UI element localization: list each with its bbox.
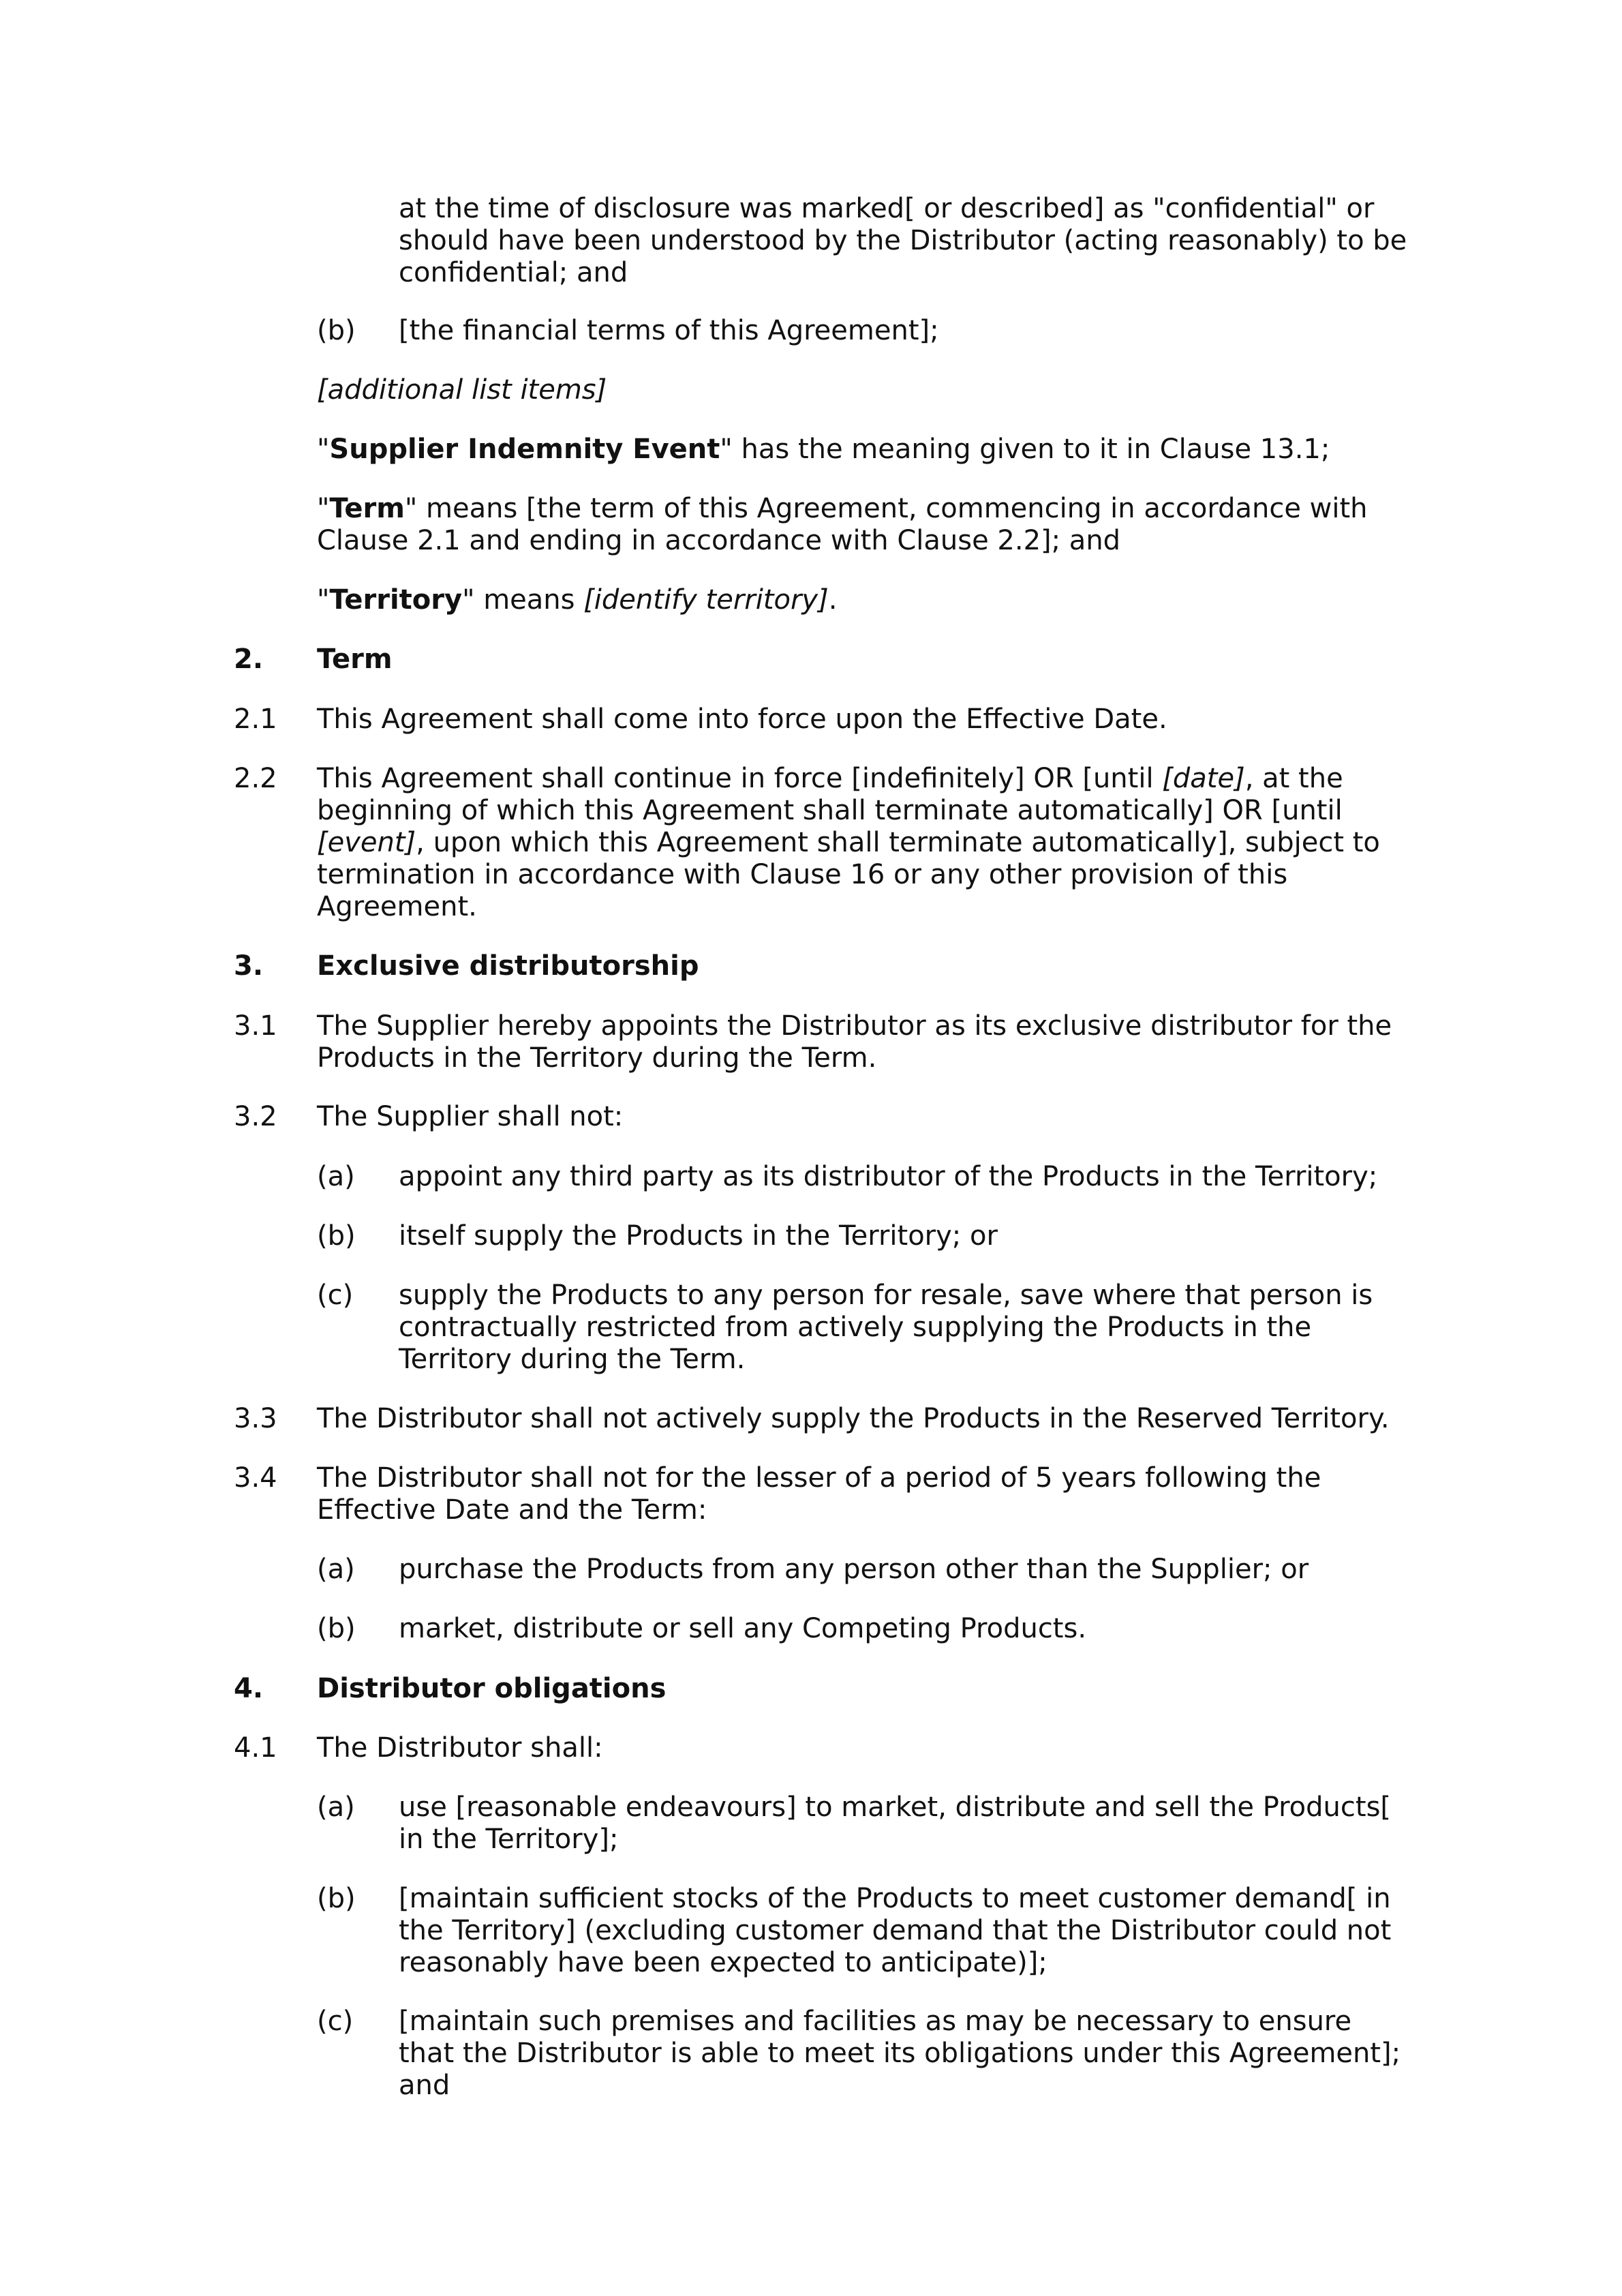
clause-2-1-text: This Agreement shall come into force upon the Effective Date.: [317, 704, 1167, 735]
definition-supplier-indemnity-event: [317, 434, 1414, 466]
list-item-text: use [reasonable endeavours] to market, distribute and sell the Products[ in the Territory];: [399, 1792, 1392, 1855]
clause-number: 3.4: [234, 1462, 277, 1494]
list-item-label: (b): [317, 1613, 356, 1644]
placeholder-text: [event]: [317, 827, 416, 858]
clause-text: This Agreement shall continue in force [indefinitely] OR [until: [317, 763, 1163, 794]
placeholder-text: [date]: [1162, 763, 1245, 794]
list-item-text: [maintain sufficient stocks of the Products to meet customer demand[ in the Territory] (excluding customer demand that the Distributor could not reasonably have been expected to anticipate)];: [399, 1883, 1392, 1978]
list-item-label: (b): [317, 1220, 356, 1252]
clause-3-4-text: The Distributor shall not for the lesser of a period of 5 years following the Effective Date and the Term:: [317, 1462, 1321, 1526]
list-item-text: market, distribute or sell any Competing Products.: [399, 1613, 1087, 1644]
clause-number: 2.2: [234, 763, 277, 794]
clause-number: 3.1: [234, 1010, 277, 1042]
additional-list-items-placeholder: [additional list items]: [317, 374, 607, 406]
clause-3-2-text: The Supplier shall not:: [317, 1101, 624, 1132]
list-item-text: [the financial terms of this Agreement];: [399, 315, 939, 346]
definition-text: " has the meaning given to it in Clause 13.1;: [720, 434, 1330, 465]
section-heading-exclusive-distributorship: Exclusive distributorship: [317, 950, 699, 982]
list-item-text: [maintain such premises and facilities as may be necessary to ensure that the Distributor is able to meet its obligations under this Agreement]; and: [399, 2006, 1401, 2101]
clause-2-2-text: [317, 763, 1414, 923]
quote-mark: ": [317, 584, 330, 616]
list-item-label: (a): [317, 1554, 355, 1585]
clause-4-1-text: The Distributor shall:: [317, 1732, 603, 1764]
quote-mark: ": [317, 493, 330, 524]
definition-text: .: [828, 584, 838, 616]
section-number: 2.: [234, 644, 264, 675]
section-number: 4.: [234, 1673, 264, 1704]
definition-territory: [317, 584, 1414, 616]
list-item-label: (c): [317, 2006, 354, 2037]
placeholder-text: [identify territory]: [583, 584, 829, 616]
list-item-text: purchase the Products from any person other than the Supplier; or: [399, 1554, 1309, 1585]
clause-text: , upon which this Agreement shall terminate automatically], subject to termination in accordance with Clause 16 or any other provision of this Agreement.: [317, 827, 1380, 922]
defined-term: Territory: [329, 584, 463, 616]
list-item-label: (b): [317, 1883, 356, 1914]
section-number: 3.: [234, 950, 264, 982]
section-heading-term: Term: [317, 644, 393, 675]
section-heading-distributor-obligations: Distributor obligations: [317, 1673, 667, 1704]
clause-3-1-text: The Supplier hereby appoints the Distributor as its exclusive distributor for the Products in the Territory during the Term.: [317, 1010, 1392, 1074]
list-item-text: itself supply the Products in the Territory; or: [399, 1220, 998, 1252]
list-item-label: (b): [317, 315, 356, 346]
list-item-label: (c): [317, 1280, 354, 1311]
clause-3-3-text: The Distributor shall not actively supply the Products in the Reserved Territory.: [317, 1403, 1390, 1434]
definition-text: " means [the term of this Agreement, commencing in accordance with Clause 2.1 and ending in accordance with Clause 2.2]; and: [317, 493, 1368, 556]
quote-mark: ": [317, 434, 330, 465]
clause-number: 2.1: [234, 704, 277, 735]
list-item-label: (a): [317, 1161, 355, 1192]
list-item-label: (a): [317, 1792, 355, 1823]
list-item-text: supply the Products to any person for resale, save where that person is contractually restricted from actively supplying the Products in the Territory during the Term.: [399, 1280, 1373, 1375]
clause-text: , at the beginning of which this Agreement shall terminate automatically] OR [until: [317, 763, 1343, 826]
clause-number: 3.3: [234, 1403, 277, 1434]
clause-number: 4.1: [234, 1732, 277, 1764]
clause-number: 3.2: [234, 1101, 277, 1132]
definition-term: [317, 493, 1414, 557]
defined-term: Supplier Indemnity Event: [329, 434, 720, 465]
definition-text: " means: [462, 584, 584, 616]
defined-term: Term: [329, 493, 405, 524]
list-item-text: appoint any third party as its distributor of the Products in the Territory;: [399, 1161, 1378, 1192]
definition-continuation-text: at the time of disclosure was marked[ or described] as "confidential" or should have been understood by the Distributor (acting reasonably) to be confidential; and: [399, 193, 1407, 288]
